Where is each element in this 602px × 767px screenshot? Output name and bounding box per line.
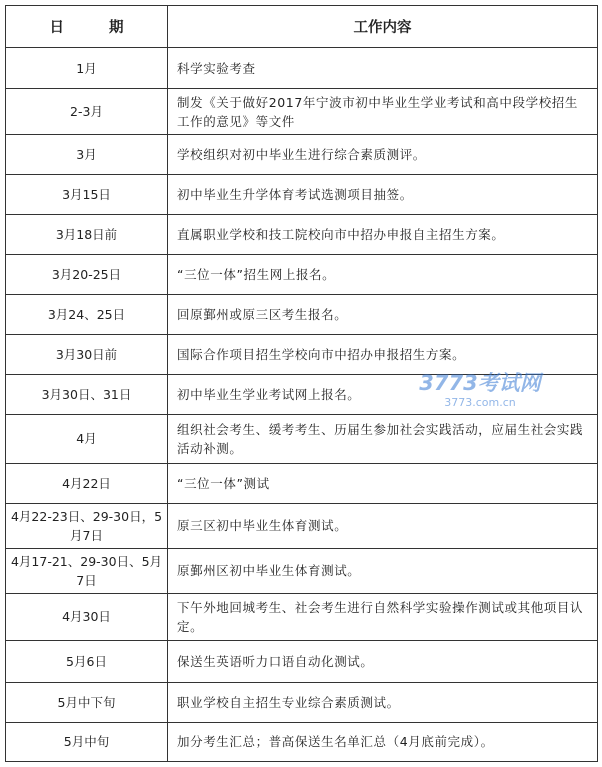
- content-cell: 原三区初中毕业生体育测试。: [168, 503, 598, 548]
- content-cell: 初中毕业生升学体育考试选测项目抽签。: [168, 175, 598, 215]
- watermark-sub-text: 3773.com.cn: [444, 396, 516, 409]
- table-row: [6, 48, 598, 89]
- content-cell: 科学实验考查: [168, 48, 598, 89]
- table-row: [6, 89, 598, 135]
- content-cell: 加分考生汇总；普高保送生名单汇总（4月底前完成）。: [168, 722, 598, 761]
- table-row: [6, 548, 598, 593]
- table-row: [6, 682, 598, 722]
- date-cell: 3月24、25日: [6, 295, 168, 335]
- content-cell: 直属职业学校和技工院校向市中招办申报自主招生方案。: [168, 215, 598, 255]
- table-row: [6, 335, 598, 375]
- date-cell: 4月17-21、29-30日、5月7日: [6, 548, 168, 593]
- date-cell: 3月: [6, 135, 168, 175]
- date-cell: 4月22-23日、29-30日，5月7日: [6, 503, 168, 548]
- watermark-main-text: 3773考试网: [419, 371, 541, 395]
- date-cell: 5月中旬: [6, 722, 168, 761]
- schedule-sheet: [5, 5, 597, 762]
- content-cell: “三位一体”招生网上报名。: [168, 255, 598, 295]
- date-cell: 3月18日前: [6, 215, 168, 255]
- date-cell: 1月: [6, 48, 168, 89]
- content-cell: 制发《关于做好2017年宁波市初中毕业生学业考试和高中段学校招生工作的意见》等文件: [168, 89, 598, 135]
- table-row: [6, 640, 598, 682]
- table-row: [6, 255, 598, 295]
- table-row: [6, 722, 598, 761]
- content-cell: 职业学校自主招生专业综合素质测试。: [168, 682, 598, 722]
- schedule-table: [5, 5, 598, 762]
- content-cell: 原鄞州区初中毕业生体育测试。: [168, 548, 598, 593]
- content-cell: “三位一体”测试: [168, 463, 598, 503]
- table-row: [6, 593, 598, 640]
- table-row: [6, 175, 598, 215]
- table-header-row: [6, 6, 598, 48]
- date-cell: 4月: [6, 415, 168, 463]
- table-row: [6, 503, 598, 548]
- content-cell: 初中毕业生学业考试网上报名。: [168, 375, 598, 415]
- content-cell: 国际合作项目招生学校向市中招办申报招生方案。: [168, 335, 598, 375]
- table-row: [6, 463, 598, 503]
- table-row: [6, 215, 598, 255]
- date-column-header: 日 期: [6, 6, 168, 48]
- table-row: [6, 415, 598, 463]
- table-row: [6, 295, 598, 335]
- date-cell: 5月中下旬: [6, 682, 168, 722]
- date-cell: 4月22日: [6, 463, 168, 503]
- content-cell: 回原鄞州或原三区考生报名。: [168, 295, 598, 335]
- content-cell: 下午外地回城考生、社会考生进行自然科学实验操作测试或其他项目认定。: [168, 593, 598, 640]
- content-cell: 学校组织对初中毕业生进行综合素质测评。: [168, 135, 598, 175]
- table-row: [6, 375, 598, 415]
- date-cell: 5月6日: [6, 640, 168, 682]
- date-cell: 3月30日前: [6, 335, 168, 375]
- date-cell: 4月30日: [6, 593, 168, 640]
- date-cell: 3月30日、31日: [6, 375, 168, 415]
- date-cell: 3月20-25日: [6, 255, 168, 295]
- content-cell: 保送生英语听力口语自动化测试。: [168, 640, 598, 682]
- date-cell: 3月15日: [6, 175, 168, 215]
- table-row: [6, 135, 598, 175]
- content-cell: 组织社会考生、缓考考生、历届生参加社会实践活动，应届生社会实践活动补测。: [168, 415, 598, 463]
- content-column-header: 工作内容: [168, 6, 598, 48]
- date-cell: 2-3月: [6, 89, 168, 135]
